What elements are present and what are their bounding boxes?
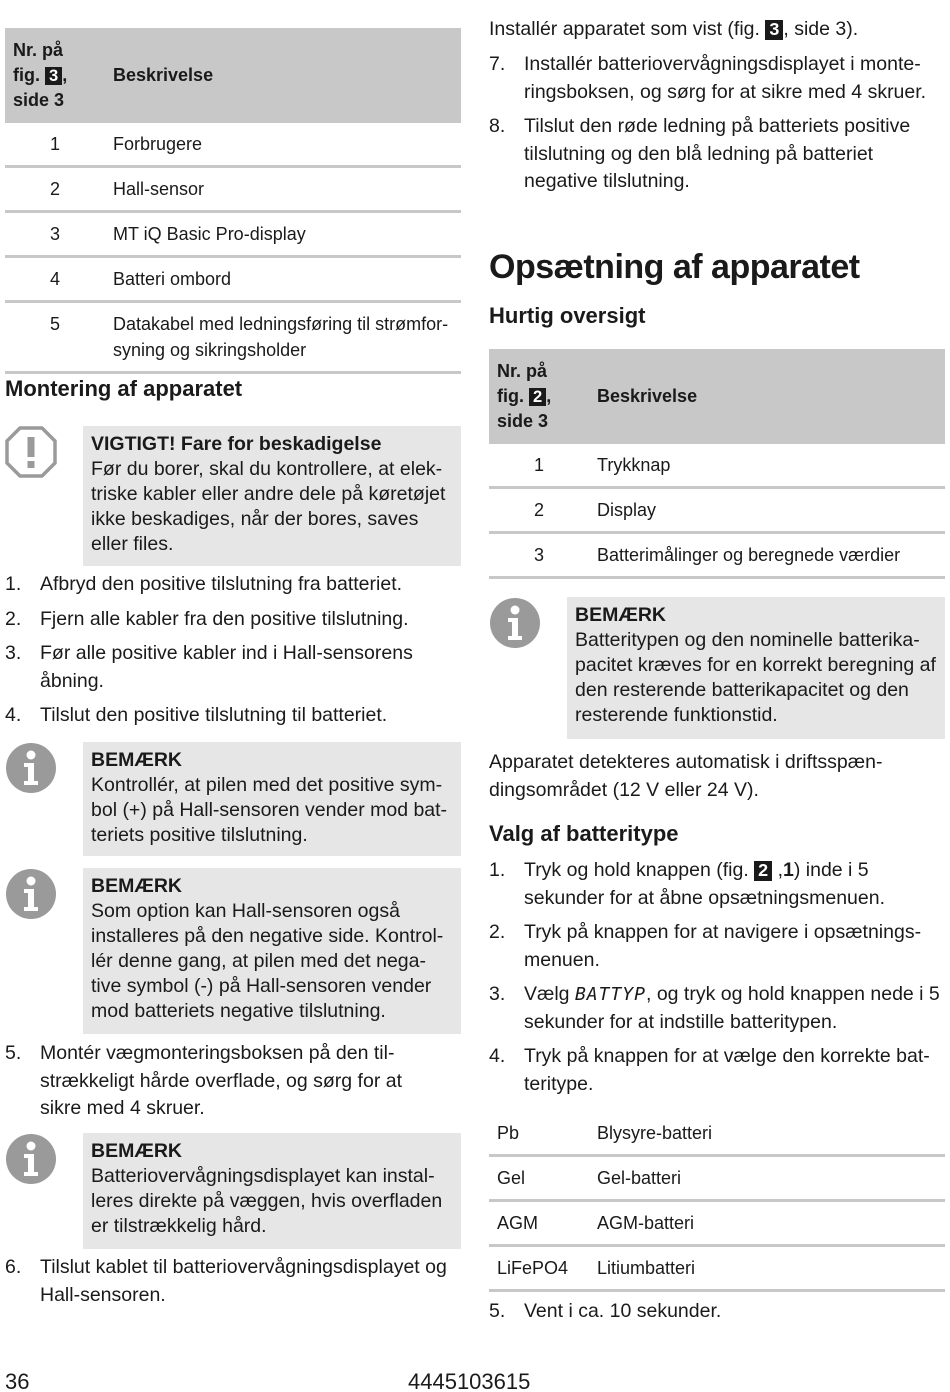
note-title: BEMÆRK	[91, 875, 182, 897]
steps-list-c	[5, 1254, 461, 1309]
step-text: Afbryd den positive tilslutning fra batteriet.	[40, 573, 403, 595]
row-number: 5	[5, 302, 105, 373]
note-notice	[5, 868, 461, 1034]
step-number: 6.	[5, 1256, 22, 1278]
step-number: 8.	[489, 115, 506, 137]
note-notice	[5, 742, 461, 856]
step-text: Montér vægmonteringsboksen på den til-strækkeligt hårde overflade, og sørg for at sikre med 4 skruer.	[40, 1042, 402, 1119]
auto-detect-text: Apparatet detekteres automatisk i driftsspæn-dingsområdet (12 V eller 24 V).	[489, 751, 883, 801]
step-text: Tilslut kablet til batteriovervågningsdisplayet og Hall-sensoren.	[40, 1256, 447, 1306]
intro-pre: Installér apparatet som vist (fig.	[489, 18, 760, 40]
info-icon	[5, 1133, 83, 1249]
list-item	[489, 51, 945, 106]
battery-code: LiFePO4	[489, 1246, 589, 1291]
list-item	[489, 981, 945, 1036]
item-ref: 1	[783, 859, 794, 881]
step-text: Vent i ca. 10 sekunder.	[524, 1300, 722, 1322]
header-fig-prefix: fig.	[13, 65, 40, 85]
table-header-description: Beskrivelse	[105, 28, 461, 123]
row-number: 2	[489, 488, 589, 533]
table-row	[489, 1156, 945, 1201]
list-item	[489, 1298, 945, 1326]
note-text: Batteritypen og den nominelle batterika-pacitet kræves for en korrekt beregning af den resterende batterikapacitet og den resterende funktionstid.	[575, 629, 936, 726]
figure-ref-badge: 2	[529, 388, 546, 406]
note-text: Som option kan Hall-sensoren også installeres på den negative side. Kontrol-lér denne gang, at pilen med det nega-tive symbol (-) på Hall-sensoren vender mod batteriets negative tilslutning.	[91, 900, 444, 1022]
battery-desc: AGM-batteri	[589, 1201, 945, 1246]
row-number: 2	[5, 167, 105, 212]
list-item	[489, 1043, 945, 1098]
table-row	[489, 1112, 945, 1156]
table-row	[489, 1201, 945, 1246]
step-text: Før alle positive kabler ind i Hall-sensorens åbning.	[40, 642, 413, 692]
list-item	[5, 1040, 445, 1123]
parts-table-fig2	[489, 349, 945, 579]
note-notice	[489, 597, 945, 739]
list-item	[5, 702, 461, 730]
info-icon	[5, 868, 83, 1034]
section-heading-setup: Opsætning af apparatet	[489, 248, 860, 286]
step-text: Tilslut den positive tilslutning til batteriet.	[40, 704, 388, 726]
row-description: MT iQ Basic Pro-display	[105, 212, 461, 257]
step-number: 7.	[489, 53, 506, 75]
row-description: Batteri ombord	[105, 257, 461, 302]
battery-code: Gel	[489, 1156, 589, 1201]
steps-list-b	[5, 1040, 445, 1123]
warning-text: Før du borer, skal du kontrollere, at elek-triske kabler eller andre dele på køretøjet ikke beskadiges, når der bores, saves eller files.	[91, 458, 446, 555]
step-text: ) inde i 5 sekunder for at åbne opsætningsmenuen.	[524, 859, 885, 909]
step-number: 2.	[489, 921, 506, 943]
figure-ref-badge: 3	[45, 67, 62, 85]
header-fig-suffix: ,	[546, 386, 552, 406]
document-number: 4445103615	[408, 1369, 531, 1392]
intro-text	[489, 16, 945, 44]
header-line: Nr. på	[13, 40, 64, 60]
table-header-row	[5, 28, 461, 123]
list-item	[489, 857, 945, 912]
step-number: 5.	[489, 1300, 506, 1322]
steps-list-wait	[489, 1298, 945, 1326]
table-header-row	[489, 349, 945, 444]
step-number: 5.	[5, 1042, 22, 1064]
figure-ref-badge: 2	[754, 861, 772, 881]
warning-icon	[5, 426, 83, 566]
note-title: BEMÆRK	[91, 749, 182, 771]
steps-list-battery	[489, 857, 945, 1098]
row-number: 4	[5, 257, 105, 302]
table-row	[5, 257, 461, 302]
step-text: Tryk på knappen for at navigere i opsætnings-menuen.	[524, 921, 922, 971]
table-header-nr	[5, 28, 105, 123]
row-number: 1	[5, 123, 105, 167]
battery-code: AGM	[489, 1201, 589, 1246]
row-description: Hall-sensor	[105, 167, 461, 212]
list-item	[489, 919, 945, 974]
header-fig-prefix: fig.	[497, 386, 524, 406]
step-text: ,	[777, 859, 783, 881]
step-number: 1.	[5, 573, 22, 595]
row-description: Datakabel med ledningsføring til strømfor-syning og sikringsholder	[105, 302, 461, 373]
battery-code: Pb	[489, 1112, 589, 1156]
step-number: 3.	[5, 642, 22, 664]
row-description: Display	[589, 488, 945, 533]
table-row	[5, 167, 461, 212]
row-description: Batterimålinger og beregnede værdier	[589, 533, 945, 578]
table-row	[5, 123, 461, 167]
header-line: side 3	[13, 90, 65, 110]
row-description: Trykknap	[589, 444, 945, 488]
step-text: Tilslut den røde ledning på batteriets positive tilslutning og den blå ledning på batteriet negative tilslutning.	[524, 115, 911, 192]
info-icon	[5, 742, 83, 856]
table-row	[489, 444, 945, 488]
info-icon	[489, 597, 567, 739]
step-text: Vælg	[524, 983, 570, 1005]
header-line: Nr. på	[497, 361, 548, 381]
table-row	[489, 1246, 945, 1291]
row-description: Forbrugere	[105, 123, 461, 167]
step-number: 4.	[5, 704, 22, 726]
page-number: 36	[5, 1369, 30, 1392]
subsection-heading-battery-type: Valg af batteritype	[489, 821, 679, 846]
parts-table-fig3	[5, 28, 461, 374]
display-code: BATTYP	[574, 984, 646, 1005]
step-number: 2.	[5, 607, 22, 630]
step-text: , og tryk og hold knappen nede i 5 sekunder for at indstille batteritypen.	[524, 983, 940, 1033]
figure-ref-badge: 3	[765, 20, 783, 40]
step-number: 3.	[489, 983, 506, 1005]
warning-title: VIGTIGT! Fare for beskadigelse	[91, 433, 382, 455]
battery-desc: Gel-batteri	[589, 1156, 945, 1201]
steps-list-install	[489, 51, 945, 196]
step-text: Tryk og hold knappen (fig.	[524, 859, 749, 881]
header-line: side 3	[497, 411, 549, 431]
step-number: 4.	[489, 1045, 506, 1067]
header-fig-suffix: ,	[62, 65, 68, 85]
note-text: Batteriovervågningsdisplayet kan instal-leres direkte på væggen, hvis overfladen er tilstrækkelig hård.	[91, 1165, 443, 1237]
battery-desc: Litiumbatteri	[589, 1246, 945, 1291]
intro-post: , side 3).	[783, 18, 859, 40]
list-item	[5, 571, 461, 599]
note-notice	[5, 1133, 461, 1249]
row-number: 1	[489, 444, 589, 488]
table-row	[489, 488, 945, 533]
step-number: 1.	[489, 859, 506, 881]
table-header-description: Beskrivelse	[589, 349, 945, 444]
step-text: Fjern alle kabler fra den positive tilslutning.	[40, 607, 409, 630]
row-number: 3	[489, 533, 589, 578]
list-item	[5, 1254, 461, 1309]
table-row	[489, 533, 945, 578]
subsection-heading-overview: Hurtig oversigt	[489, 303, 646, 328]
step-text: Installér batteriovervågningsdisplayet i monte-ringsboksen, og sørg for at sikre med 4 skruer.	[524, 53, 927, 103]
note-text: Kontrollér, at pilen med det positive sym-bol (+) på Hall-sensoren vender mod bat-teriets positive tilslutning.	[91, 774, 448, 846]
step-text: Tryk på knappen for at vælge den korrekte bat-teritype.	[524, 1045, 930, 1095]
list-item	[489, 113, 945, 196]
warning-notice	[5, 426, 461, 566]
steps-list-a	[5, 571, 461, 730]
list-item	[5, 606, 461, 634]
table-row	[5, 212, 461, 257]
row-number: 3	[5, 212, 105, 257]
battery-desc: Blysyre-batteri	[589, 1112, 945, 1156]
table-header-nr	[489, 349, 589, 444]
table-row	[5, 302, 461, 373]
list-item	[5, 640, 461, 695]
note-title: BEMÆRK	[91, 1140, 182, 1162]
section-heading-mounting: Montering af apparatet	[5, 376, 243, 401]
note-title: BEMÆRK	[575, 604, 666, 626]
battery-type-table	[489, 1112, 945, 1292]
